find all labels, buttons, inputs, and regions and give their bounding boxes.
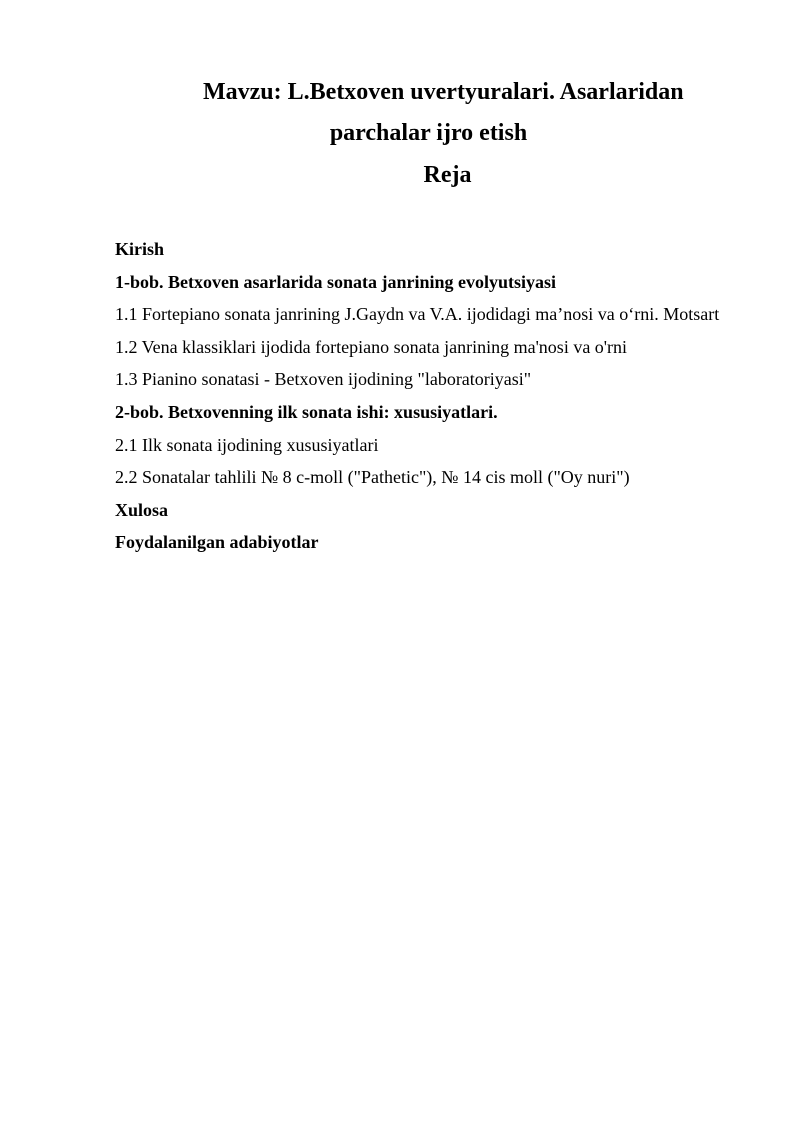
document-title-line-2: parchalar ijro etish [329, 120, 528, 146]
toc-item-introduction: Kirish [115, 239, 165, 259]
toc-item-chapter-1: 1-bob. Betxoven asarlarida sonata janrining evolyutsiyasi [115, 271, 557, 292]
toc-item-section-2-2: 2.2 Sonatalar tahlili № 8 c-moll ("Pathetic"), № 14 cis moll ("Oy nuri") [115, 467, 630, 488]
toc-item-section-1-3: 1.3 Pianino sonatasi - Betxoven ijodining "laboratoriyasi" [115, 369, 532, 390]
toc-item-conclusion: Xulosa [115, 499, 169, 520]
plan-heading: Reja [423, 162, 472, 188]
table-of-contents [115, 233, 795, 559]
document-title-line-1: Mavzu: L.Betxoven uvertyuralari. Asarlaridan [203, 79, 684, 105]
toc-item-chapter-2: 2-bob. Betxovenning ilk sonata ishi: xususiyatlari. [115, 401, 498, 422]
toc-item-section-2-1: 2.1 Ilk sonata ijodining xususiyatlari [115, 434, 379, 455]
toc-item-section-1-1: 1.1 Fortepiano sonata janrining J.Gaydn va V.A. ijodidagi ma’nosi va o‘rni. Motsart [115, 304, 720, 325]
toc-item-references: Foydalanilgan adabiyotlar [115, 532, 319, 553]
toc-item-section-1-2: 1.2 Vena klassiklari ijodida fortepiano sonata janrining ma'nosi va o'rni [115, 336, 628, 357]
